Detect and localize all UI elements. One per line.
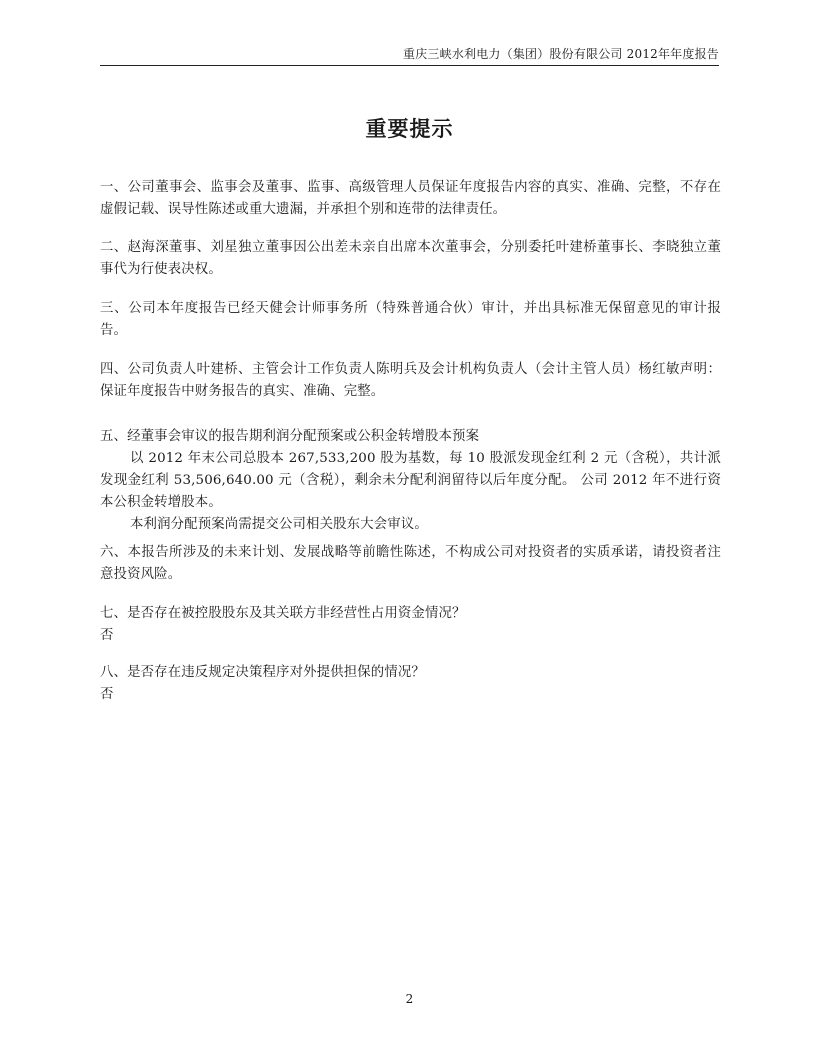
page-number: 2 [405, 992, 414, 1006]
notice-item-8 [100, 662, 721, 706]
notice-item-5-heading: 五、经董事会审议的报告期利润分配预案或公积金转增股本预案 [100, 429, 480, 444]
notice-item-3-text: 三、公司本年度报告已经天健会计师事务所（特殊普通合伙）审计，并出具标准无保留意见的审计报告。 [100, 301, 721, 338]
notice-item-4 [100, 359, 721, 403]
notice-item-6-text: 六、本报告所涉及的未来计划、发展战略等前瞻性陈述，不构成公司对投资者的实质承诺，请投资者注意投资风险。 [100, 545, 721, 582]
page-title: 重要提示 [365, 116, 454, 141]
notice-item-5-note: 本利润分配预案尚需提交公司相关股东大会审议。 [130, 517, 428, 532]
notice-item-2 [100, 237, 721, 281]
notice-item-5 [100, 426, 721, 536]
notice-item-4-text: 四、公司负责人叶建桥、主管会计工作负责人陈明兵及会计机构负责人（会计主管人员）杨红敏声明：保证年度报告中财务报告的真实、准确、完整。 [100, 362, 721, 399]
notice-item-3 [100, 298, 721, 342]
notice-item-2-text: 二、赵海深董事、刘星独立董事因公出差未亲自出席本次董事会，分别委托叶建桥董事长、李晓独立董事代为行使表决权。 [100, 240, 721, 277]
notice-item-7 [100, 603, 721, 647]
notice-item-5-body: 以 2012 年末公司总股本 267,533,200 股为基数，每 10 股派发现金红利 2 元（含税），共计派发现金红利 53,506,640.00 元（含税），剩余未分配利润留待以后年度分配。 公司 2012 年不进行资本公积金转增股本。 [100, 451, 721, 510]
notice-item-7-answer: 否 [100, 628, 114, 643]
notice-item-8-question: 八、是否存在违反规定决策程序对外提供担保的情况？ [100, 665, 425, 680]
notice-item-7-question: 七、是否存在被控股股东及其关联方非经营性占用资金情况？ [100, 606, 466, 621]
report-header: 重庆三峡水利电力（集团）股份有限公司 2012年年度报告 [403, 47, 719, 61]
notice-item-6 [100, 542, 721, 586]
notice-item-8-answer: 否 [100, 687, 114, 702]
notice-item-1-text: 一、公司董事会、监事会及董事、监事、高级管理人员保证年度报告内容的真实、准确、完整，不存在虚假记载、误导性陈述或重大遗漏，并承担个别和连带的法律责任。 [100, 180, 721, 217]
notice-item-1 [100, 177, 721, 221]
header-divider [100, 65, 719, 66]
